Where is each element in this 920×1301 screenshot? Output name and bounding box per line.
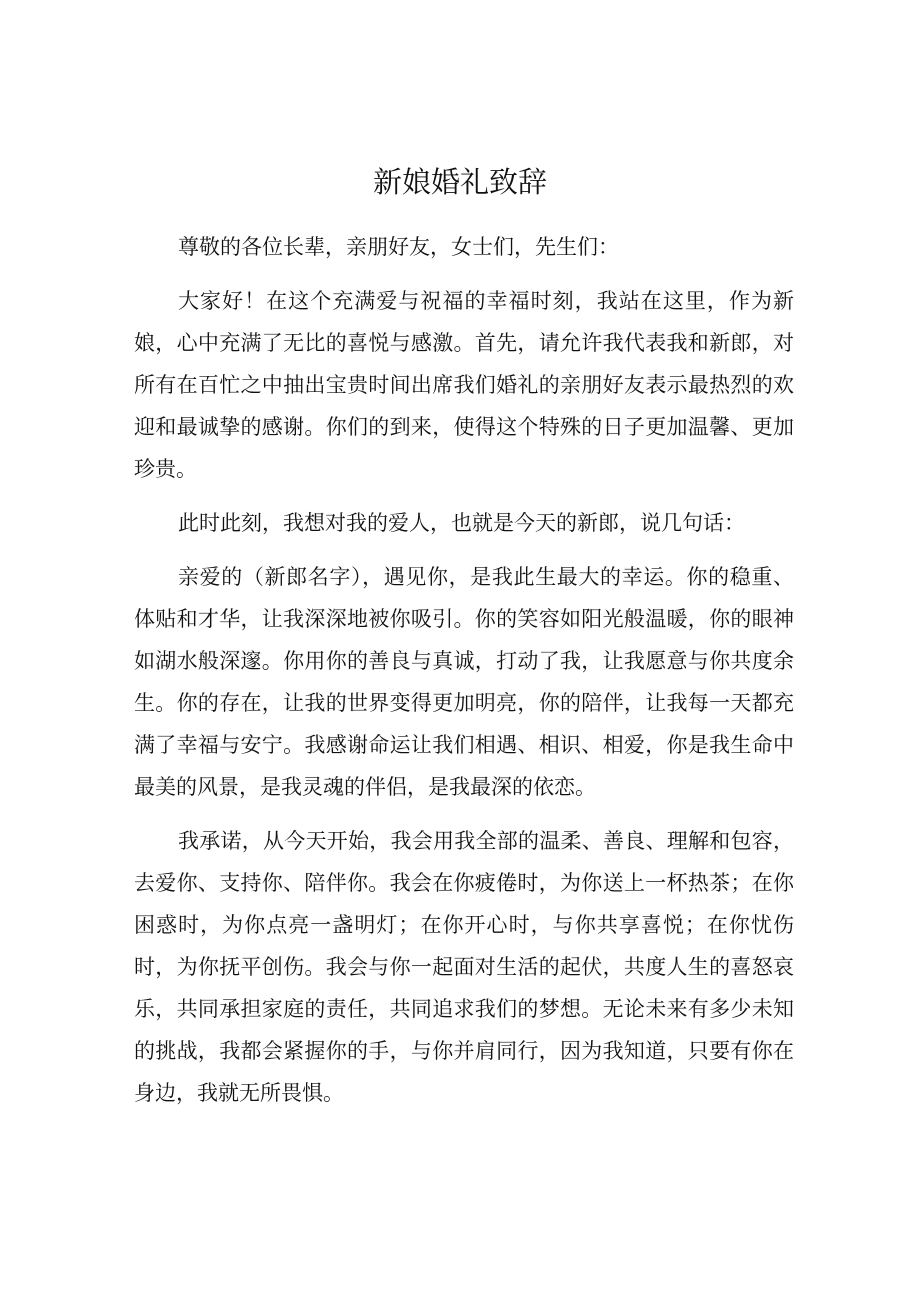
paragraph-salutation: 尊敬的各位长辈，亲朋好友，女士们，先生们：	[178, 235, 619, 259]
document-title: 新娘婚礼致辞	[372, 165, 547, 199]
paragraph-transition: 此时此刻，我想对我的爱人，也就是今天的新郎，说几句话：	[178, 511, 745, 535]
paragraph-promise: 我承诺，从今天开始，我会用我全部的温柔、善良、理解和包容，去爱你、支持你、陪伴你。我会在你疲倦时，为你送上一杯热茶；在你困惑时，为你点亮一盏明灯；在你开心时，与你共享喜悦；在你忧伤时，为你抚平创伤。我会与你一起面对生活的起伏，共度人生的喜怒哀乐，共同承担家庭的责任，共同追求我们的梦想。无论未来有多少未知的挑战，我都会紧握你的手，与你并肩同行，因为我知道，只要有你在身边，我就无所畏惧。	[134, 829, 794, 1105]
paragraph-address-groom: 亲爱的（新郎名字），遇见你，是我此生最大的幸运。你的稳重、体贴和才华，让我深深地被你吸引。你的笑容如阳光般温暖，你的眼神如湖水般深邃。你用你的善良与真诚，打动了我，让我愿意与你共度余生。你的存在，让我的世界变得更加明亮，你的陪伴，让我每一天都充满了幸福与安宁。我感谢命运让我们相遇、相识、相爱，你是我生命中最美的风景，是我灵魂的伴侣，是我最深的依恋。	[134, 565, 794, 799]
document-body	[134, 226, 794, 1114]
paragraph-greeting: 大家好！在这个充满爱与祝福的幸福时刻，我站在这里，作为新娘，心中充满了无比的喜悦与感激。首先，请允许我代表我和新郎，对所有在百忙之中抽出宝贵时间出席我们婚礼的亲朋好友表示最热烈的欢迎和最诚挚的感谢。你们的到来，使得这个特殊的日子更加温馨、更加珍贵。	[134, 289, 794, 481]
